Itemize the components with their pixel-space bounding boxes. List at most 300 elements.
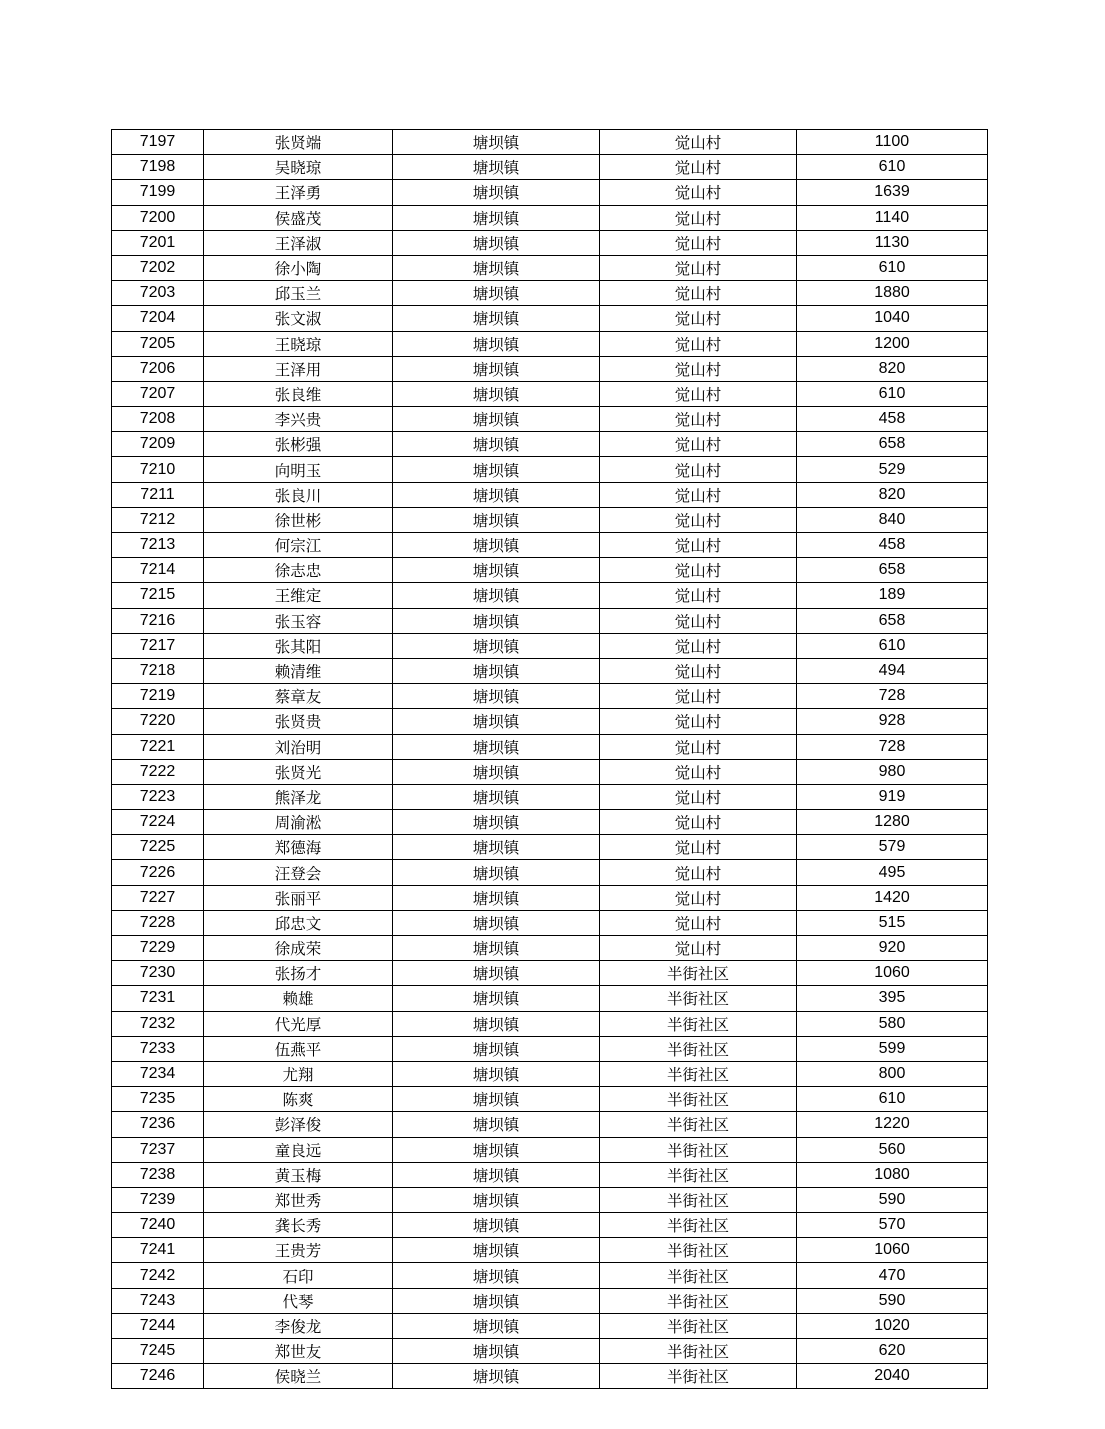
amount-cell: 1080 xyxy=(797,1162,988,1187)
name-cell: 李俊龙 xyxy=(204,1313,393,1338)
row-number-cell: 7243 xyxy=(112,1288,204,1313)
town-cell: 塘坝镇 xyxy=(393,658,600,683)
row-number-cell: 7245 xyxy=(112,1339,204,1364)
town-cell: 塘坝镇 xyxy=(393,1288,600,1313)
town-cell: 塘坝镇 xyxy=(393,633,600,658)
amount-cell: 458 xyxy=(797,407,988,432)
village-cell: 半街社区 xyxy=(600,1137,797,1162)
village-cell: 觉山村 xyxy=(600,356,797,381)
row-number-cell: 7200 xyxy=(112,205,204,230)
town-cell: 塘坝镇 xyxy=(393,1213,600,1238)
name-cell: 邱玉兰 xyxy=(204,281,393,306)
table-row xyxy=(112,1011,988,1036)
table-row xyxy=(112,633,988,658)
row-number-cell: 7224 xyxy=(112,810,204,835)
table-row xyxy=(112,608,988,633)
village-cell: 半街社区 xyxy=(600,1061,797,1086)
name-cell: 李兴贵 xyxy=(204,407,393,432)
amount-cell: 590 xyxy=(797,1288,988,1313)
village-cell: 觉山村 xyxy=(600,658,797,683)
table-row xyxy=(112,306,988,331)
row-number-cell: 7205 xyxy=(112,331,204,356)
town-cell: 塘坝镇 xyxy=(393,230,600,255)
row-number-cell: 7223 xyxy=(112,784,204,809)
row-number-cell: 7204 xyxy=(112,306,204,331)
table-row xyxy=(112,1036,988,1061)
amount-cell: 610 xyxy=(797,633,988,658)
table-row xyxy=(112,1238,988,1263)
name-cell: 龚长秀 xyxy=(204,1213,393,1238)
village-cell: 觉山村 xyxy=(600,784,797,809)
row-number-cell: 7237 xyxy=(112,1137,204,1162)
village-cell: 觉山村 xyxy=(600,835,797,860)
amount-cell: 658 xyxy=(797,432,988,457)
row-number-cell: 7212 xyxy=(112,507,204,532)
town-cell: 塘坝镇 xyxy=(393,432,600,457)
table-row xyxy=(112,583,988,608)
name-cell: 邱忠文 xyxy=(204,910,393,935)
amount-cell: 610 xyxy=(797,155,988,180)
row-number-cell: 7211 xyxy=(112,482,204,507)
row-number-cell: 7209 xyxy=(112,432,204,457)
row-number-cell: 7235 xyxy=(112,1087,204,1112)
village-cell: 觉山村 xyxy=(600,734,797,759)
amount-cell: 1880 xyxy=(797,281,988,306)
village-cell: 觉山村 xyxy=(600,230,797,255)
table-row xyxy=(112,507,988,532)
row-number-cell: 7233 xyxy=(112,1036,204,1061)
table-row xyxy=(112,684,988,709)
table-body xyxy=(112,130,988,1389)
amount-cell: 800 xyxy=(797,1061,988,1086)
amount-cell: 189 xyxy=(797,583,988,608)
village-cell: 觉山村 xyxy=(600,860,797,885)
town-cell: 塘坝镇 xyxy=(393,583,600,608)
village-cell: 觉山村 xyxy=(600,281,797,306)
town-cell: 塘坝镇 xyxy=(393,457,600,482)
amount-cell: 820 xyxy=(797,356,988,381)
table-row xyxy=(112,533,988,558)
table-row xyxy=(112,1313,988,1338)
row-number-cell: 7199 xyxy=(112,180,204,205)
table-row xyxy=(112,961,988,986)
name-cell: 尤翔 xyxy=(204,1061,393,1086)
amount-cell: 1639 xyxy=(797,180,988,205)
amount-cell: 590 xyxy=(797,1187,988,1212)
amount-cell: 580 xyxy=(797,1011,988,1036)
town-cell: 塘坝镇 xyxy=(393,331,600,356)
town-cell: 塘坝镇 xyxy=(393,1011,600,1036)
table-row xyxy=(112,885,988,910)
town-cell: 塘坝镇 xyxy=(393,784,600,809)
name-cell: 张其阳 xyxy=(204,633,393,658)
name-cell: 吴晓琼 xyxy=(204,155,393,180)
name-cell: 张丽平 xyxy=(204,885,393,910)
row-number-cell: 7225 xyxy=(112,835,204,860)
town-cell: 塘坝镇 xyxy=(393,709,600,734)
table-row xyxy=(112,331,988,356)
name-cell: 何宗江 xyxy=(204,533,393,558)
village-cell: 觉山村 xyxy=(600,130,797,155)
village-cell: 半街社区 xyxy=(600,986,797,1011)
name-cell: 郑世友 xyxy=(204,1339,393,1364)
village-cell: 觉山村 xyxy=(600,608,797,633)
village-cell: 半街社区 xyxy=(600,1087,797,1112)
amount-cell: 1200 xyxy=(797,331,988,356)
village-cell: 觉山村 xyxy=(600,583,797,608)
village-cell: 半街社区 xyxy=(600,1263,797,1288)
town-cell: 塘坝镇 xyxy=(393,407,600,432)
table-row xyxy=(112,1364,988,1389)
village-cell: 觉山村 xyxy=(600,507,797,532)
village-cell: 半街社区 xyxy=(600,961,797,986)
table-row xyxy=(112,1187,988,1212)
row-number-cell: 7227 xyxy=(112,885,204,910)
town-cell: 塘坝镇 xyxy=(393,558,600,583)
amount-cell: 1130 xyxy=(797,230,988,255)
amount-cell: 658 xyxy=(797,608,988,633)
amount-cell: 1100 xyxy=(797,130,988,155)
table-row xyxy=(112,1137,988,1162)
village-cell: 觉山村 xyxy=(600,759,797,784)
table-row xyxy=(112,658,988,683)
row-number-cell: 7207 xyxy=(112,381,204,406)
village-cell: 觉山村 xyxy=(600,533,797,558)
row-number-cell: 7217 xyxy=(112,633,204,658)
village-cell: 觉山村 xyxy=(600,810,797,835)
town-cell: 塘坝镇 xyxy=(393,1112,600,1137)
amount-cell: 2040 xyxy=(797,1364,988,1389)
row-number-cell: 7214 xyxy=(112,558,204,583)
town-cell: 塘坝镇 xyxy=(393,482,600,507)
name-cell: 周渝淞 xyxy=(204,810,393,835)
village-cell: 觉山村 xyxy=(600,684,797,709)
village-cell: 觉山村 xyxy=(600,558,797,583)
table-row xyxy=(112,457,988,482)
village-cell: 半街社区 xyxy=(600,1162,797,1187)
row-number-cell: 7198 xyxy=(112,155,204,180)
town-cell: 塘坝镇 xyxy=(393,180,600,205)
table-row xyxy=(112,155,988,180)
name-cell: 石印 xyxy=(204,1263,393,1288)
town-cell: 塘坝镇 xyxy=(393,1339,600,1364)
town-cell: 塘坝镇 xyxy=(393,1061,600,1086)
name-cell: 张贤端 xyxy=(204,130,393,155)
town-cell: 塘坝镇 xyxy=(393,1263,600,1288)
village-cell: 半街社区 xyxy=(600,1238,797,1263)
name-cell: 代光厚 xyxy=(204,1011,393,1036)
row-number-cell: 7210 xyxy=(112,457,204,482)
name-cell: 王泽勇 xyxy=(204,180,393,205)
row-number-cell: 7208 xyxy=(112,407,204,432)
town-cell: 塘坝镇 xyxy=(393,936,600,961)
amount-cell: 1280 xyxy=(797,810,988,835)
amount-cell: 395 xyxy=(797,986,988,1011)
amount-cell: 610 xyxy=(797,255,988,280)
village-cell: 半街社区 xyxy=(600,1213,797,1238)
name-cell: 蔡章友 xyxy=(204,684,393,709)
table-row xyxy=(112,255,988,280)
town-cell: 塘坝镇 xyxy=(393,1238,600,1263)
row-number-cell: 7236 xyxy=(112,1112,204,1137)
amount-cell: 515 xyxy=(797,910,988,935)
village-cell: 觉山村 xyxy=(600,457,797,482)
table-row xyxy=(112,1162,988,1187)
table-row xyxy=(112,558,988,583)
name-cell: 张良川 xyxy=(204,482,393,507)
table-row xyxy=(112,709,988,734)
name-cell: 张彬强 xyxy=(204,432,393,457)
row-number-cell: 7242 xyxy=(112,1263,204,1288)
row-number-cell: 7231 xyxy=(112,986,204,1011)
amount-cell: 599 xyxy=(797,1036,988,1061)
town-cell: 塘坝镇 xyxy=(393,130,600,155)
table-row xyxy=(112,734,988,759)
table-row xyxy=(112,130,988,155)
village-cell: 觉山村 xyxy=(600,633,797,658)
amount-cell: 920 xyxy=(797,936,988,961)
amount-cell: 495 xyxy=(797,860,988,885)
town-cell: 塘坝镇 xyxy=(393,734,600,759)
table-row xyxy=(112,482,988,507)
village-cell: 半街社区 xyxy=(600,1364,797,1389)
row-number-cell: 7228 xyxy=(112,910,204,935)
row-number-cell: 7232 xyxy=(112,1011,204,1036)
town-cell: 塘坝镇 xyxy=(393,860,600,885)
town-cell: 塘坝镇 xyxy=(393,356,600,381)
table-row xyxy=(112,1339,988,1364)
amount-cell: 820 xyxy=(797,482,988,507)
table-row xyxy=(112,356,988,381)
name-cell: 王晓琼 xyxy=(204,331,393,356)
town-cell: 塘坝镇 xyxy=(393,155,600,180)
town-cell: 塘坝镇 xyxy=(393,281,600,306)
village-cell: 觉山村 xyxy=(600,331,797,356)
town-cell: 塘坝镇 xyxy=(393,306,600,331)
town-cell: 塘坝镇 xyxy=(393,205,600,230)
town-cell: 塘坝镇 xyxy=(393,1162,600,1187)
amount-cell: 579 xyxy=(797,835,988,860)
name-cell: 郑德海 xyxy=(204,835,393,860)
name-cell: 张贤贵 xyxy=(204,709,393,734)
amount-cell: 610 xyxy=(797,1087,988,1112)
village-cell: 觉山村 xyxy=(600,936,797,961)
village-cell: 觉山村 xyxy=(600,432,797,457)
name-cell: 侯晓兰 xyxy=(204,1364,393,1389)
name-cell: 熊泽龙 xyxy=(204,784,393,809)
village-cell: 觉山村 xyxy=(600,885,797,910)
town-cell: 塘坝镇 xyxy=(393,1313,600,1338)
amount-cell: 620 xyxy=(797,1339,988,1364)
row-number-cell: 7216 xyxy=(112,608,204,633)
amount-cell: 728 xyxy=(797,684,988,709)
village-cell: 觉山村 xyxy=(600,180,797,205)
amount-cell: 529 xyxy=(797,457,988,482)
town-cell: 塘坝镇 xyxy=(393,810,600,835)
village-cell: 觉山村 xyxy=(600,910,797,935)
name-cell: 汪登会 xyxy=(204,860,393,885)
town-cell: 塘坝镇 xyxy=(393,961,600,986)
name-cell: 赖清维 xyxy=(204,658,393,683)
village-cell: 半街社区 xyxy=(600,1288,797,1313)
amount-cell: 1420 xyxy=(797,885,988,910)
row-number-cell: 7215 xyxy=(112,583,204,608)
name-cell: 伍燕平 xyxy=(204,1036,393,1061)
table-row xyxy=(112,1213,988,1238)
amount-cell: 1220 xyxy=(797,1112,988,1137)
name-cell: 童良远 xyxy=(204,1137,393,1162)
amount-cell: 1040 xyxy=(797,306,988,331)
name-cell: 张贤光 xyxy=(204,759,393,784)
name-cell: 徐成荣 xyxy=(204,936,393,961)
amount-cell: 1140 xyxy=(797,205,988,230)
town-cell: 塘坝镇 xyxy=(393,986,600,1011)
town-cell: 塘坝镇 xyxy=(393,1364,600,1389)
row-number-cell: 7244 xyxy=(112,1313,204,1338)
name-cell: 彭泽俊 xyxy=(204,1112,393,1137)
name-cell: 赖雄 xyxy=(204,986,393,1011)
table-row xyxy=(112,1112,988,1137)
village-cell: 觉山村 xyxy=(600,155,797,180)
amount-cell: 919 xyxy=(797,784,988,809)
row-number-cell: 7229 xyxy=(112,936,204,961)
name-cell: 王泽淑 xyxy=(204,230,393,255)
amount-cell: 470 xyxy=(797,1263,988,1288)
name-cell: 张文淑 xyxy=(204,306,393,331)
amount-cell: 980 xyxy=(797,759,988,784)
village-cell: 半街社区 xyxy=(600,1011,797,1036)
row-number-cell: 7203 xyxy=(112,281,204,306)
village-cell: 半街社区 xyxy=(600,1036,797,1061)
table-row xyxy=(112,381,988,406)
village-cell: 觉山村 xyxy=(600,381,797,406)
amount-cell: 1020 xyxy=(797,1313,988,1338)
table-row xyxy=(112,1087,988,1112)
amount-cell: 658 xyxy=(797,558,988,583)
amount-cell: 610 xyxy=(797,381,988,406)
name-cell: 侯盛茂 xyxy=(204,205,393,230)
town-cell: 塘坝镇 xyxy=(393,885,600,910)
table-row xyxy=(112,936,988,961)
row-number-cell: 7220 xyxy=(112,709,204,734)
table-row xyxy=(112,205,988,230)
name-cell: 王贵芳 xyxy=(204,1238,393,1263)
town-cell: 塘坝镇 xyxy=(393,1137,600,1162)
table-row xyxy=(112,1263,988,1288)
table-row xyxy=(112,835,988,860)
town-cell: 塘坝镇 xyxy=(393,507,600,532)
town-cell: 塘坝镇 xyxy=(393,381,600,406)
name-cell: 王泽用 xyxy=(204,356,393,381)
amount-cell: 458 xyxy=(797,533,988,558)
data-table xyxy=(111,129,988,1389)
name-cell: 张扬才 xyxy=(204,961,393,986)
name-cell: 王维定 xyxy=(204,583,393,608)
name-cell: 向明玉 xyxy=(204,457,393,482)
amount-cell: 728 xyxy=(797,734,988,759)
name-cell: 陈爽 xyxy=(204,1087,393,1112)
amount-cell: 494 xyxy=(797,658,988,683)
village-cell: 觉山村 xyxy=(600,407,797,432)
row-number-cell: 7222 xyxy=(112,759,204,784)
table-row xyxy=(112,281,988,306)
amount-cell: 840 xyxy=(797,507,988,532)
village-cell: 半街社区 xyxy=(600,1112,797,1137)
table-row xyxy=(112,784,988,809)
row-number-cell: 7221 xyxy=(112,734,204,759)
name-cell: 徐小陶 xyxy=(204,255,393,280)
amount-cell: 928 xyxy=(797,709,988,734)
town-cell: 塘坝镇 xyxy=(393,255,600,280)
row-number-cell: 7213 xyxy=(112,533,204,558)
row-number-cell: 7206 xyxy=(112,356,204,381)
table-row xyxy=(112,1061,988,1086)
amount-cell: 560 xyxy=(797,1137,988,1162)
row-number-cell: 7238 xyxy=(112,1162,204,1187)
village-cell: 觉山村 xyxy=(600,306,797,331)
name-cell: 郑世秀 xyxy=(204,1187,393,1212)
town-cell: 塘坝镇 xyxy=(393,533,600,558)
village-cell: 半街社区 xyxy=(600,1187,797,1212)
town-cell: 塘坝镇 xyxy=(393,1087,600,1112)
town-cell: 塘坝镇 xyxy=(393,608,600,633)
town-cell: 塘坝镇 xyxy=(393,759,600,784)
table-row xyxy=(112,860,988,885)
table-row xyxy=(112,810,988,835)
row-number-cell: 7219 xyxy=(112,684,204,709)
amount-cell: 1060 xyxy=(797,961,988,986)
village-cell: 半街社区 xyxy=(600,1313,797,1338)
row-number-cell: 7230 xyxy=(112,961,204,986)
village-cell: 半街社区 xyxy=(600,1339,797,1364)
village-cell: 觉山村 xyxy=(600,205,797,230)
town-cell: 塘坝镇 xyxy=(393,684,600,709)
table-row xyxy=(112,910,988,935)
town-cell: 塘坝镇 xyxy=(393,1187,600,1212)
name-cell: 徐世彬 xyxy=(204,507,393,532)
row-number-cell: 7246 xyxy=(112,1364,204,1389)
name-cell: 刘治明 xyxy=(204,734,393,759)
table-row xyxy=(112,407,988,432)
row-number-cell: 7240 xyxy=(112,1213,204,1238)
name-cell: 代琴 xyxy=(204,1288,393,1313)
name-cell: 张良维 xyxy=(204,381,393,406)
village-cell: 觉山村 xyxy=(600,482,797,507)
row-number-cell: 7201 xyxy=(112,230,204,255)
row-number-cell: 7218 xyxy=(112,658,204,683)
table-row xyxy=(112,986,988,1011)
amount-cell: 570 xyxy=(797,1213,988,1238)
row-number-cell: 7197 xyxy=(112,130,204,155)
town-cell: 塘坝镇 xyxy=(393,1036,600,1061)
table-row xyxy=(112,432,988,457)
row-number-cell: 7241 xyxy=(112,1238,204,1263)
amount-cell: 1060 xyxy=(797,1238,988,1263)
village-cell: 觉山村 xyxy=(600,255,797,280)
table-row xyxy=(112,759,988,784)
table-row xyxy=(112,230,988,255)
table-row xyxy=(112,180,988,205)
row-number-cell: 7234 xyxy=(112,1061,204,1086)
village-cell: 觉山村 xyxy=(600,709,797,734)
town-cell: 塘坝镇 xyxy=(393,835,600,860)
name-cell: 黄玉梅 xyxy=(204,1162,393,1187)
table-row xyxy=(112,1288,988,1313)
row-number-cell: 7202 xyxy=(112,255,204,280)
row-number-cell: 7239 xyxy=(112,1187,204,1212)
name-cell: 张玉容 xyxy=(204,608,393,633)
row-number-cell: 7226 xyxy=(112,860,204,885)
